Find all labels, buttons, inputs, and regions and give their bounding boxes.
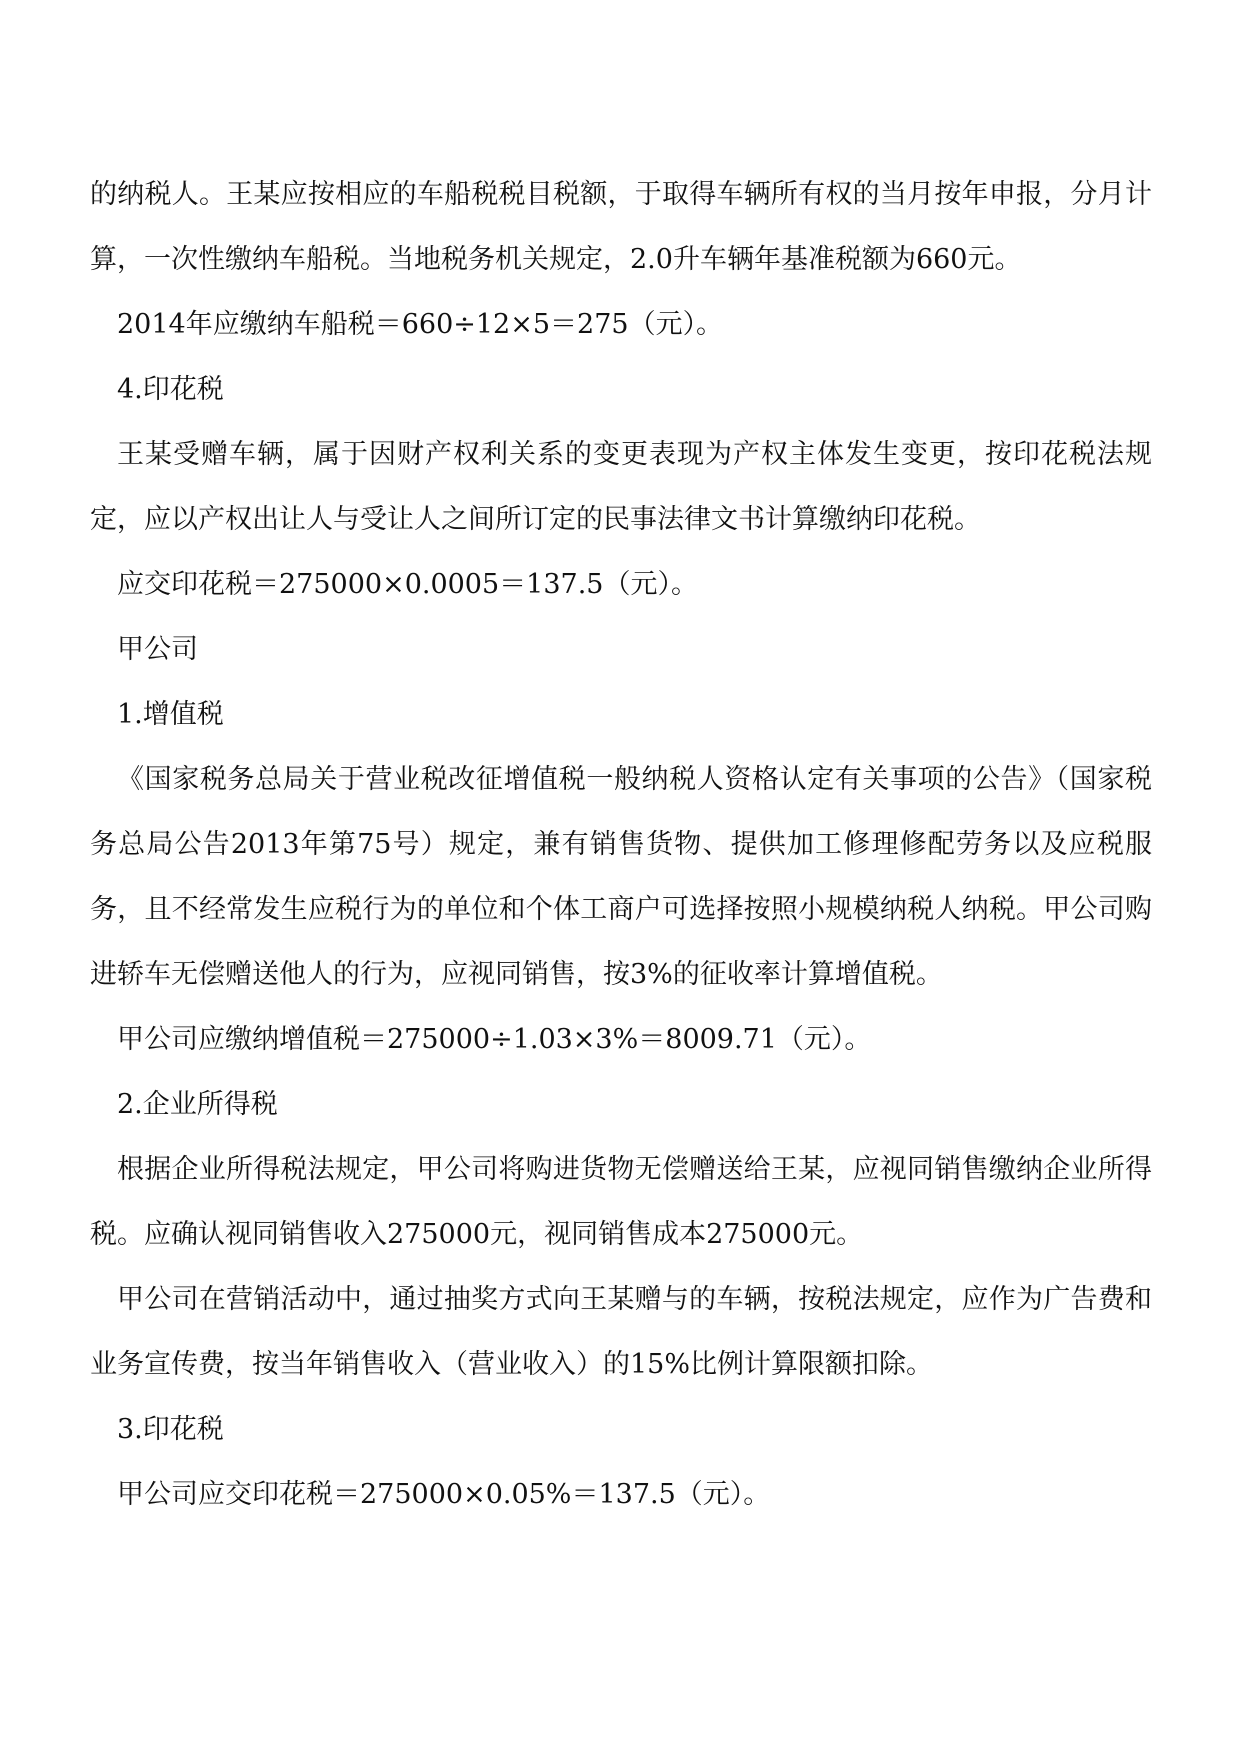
document-body bbox=[90, 162, 1152, 1527]
paragraph-vehicle-tax-calc: 2014年应缴纳车船税＝660÷12×5＝275（元）。 bbox=[117, 309, 724, 340]
heading-stamp-tax-3: 3.印花税 bbox=[117, 1414, 224, 1445]
paragraph-stamp-tax-calc: 应交印花税＝275000×0.0005＝137.5（元）。 bbox=[117, 569, 698, 600]
heading-company-a: 甲公司 bbox=[117, 634, 198, 665]
heading-vat: 1.增值税 bbox=[117, 699, 224, 730]
paragraph-vehicle-tax-intro: 的纳税人。王某应按相应的车船税税目税额，于取得车辆所有权的当月按年申报，分月计算，一次性缴纳车船税。当地税务机关规定，2.0升车辆年基准税额为660元。 bbox=[90, 179, 1152, 275]
paragraph-cit-rule: 根据企业所得税法规定，甲公司将购进货物无偿赠送给王某，应视同销售缴纳企业所得税。应确认视同销售收入275000元，视同销售成本275000元。 bbox=[90, 1154, 1152, 1250]
paragraph-company-stamp-tax-calc: 甲公司应交印花税＝275000×0.05%＝137.5（元）。 bbox=[117, 1479, 771, 1510]
paragraph-stamp-tax-rule: 王某受赠车辆，属于因财产权利关系的变更表现为产权主体发生变更，按印花税法规定，应以产权出让人与受让人之间所订定的民事法律文书计算缴纳印花税。 bbox=[90, 439, 1152, 535]
heading-corporate-income-tax: 2.企业所得税 bbox=[117, 1089, 278, 1120]
paragraph-cit-advertising: 甲公司在营销活动中，通过抽奖方式向王某赠与的车辆，按税法规定，应作为广告费和业务宣传费，按当年销售收入（营业收入）的15%比例计算限额扣除。 bbox=[90, 1284, 1152, 1380]
paragraph-vat-rule: 《国家税务总局关于营业税改征增值税一般纳税人资格认定有关事项的公告》（国家税务总局公告2013年第75号）规定，兼有销售货物、提供加工修理修配劳务以及应税服务，且不经常发生应税行为的单位和个体工商户可选择按照小规模纳税人纳税。甲公司购进轿车无偿赠送他人的行为，应视同销售，按3%的征收率计算增值税。 bbox=[90, 764, 1152, 990]
paragraph-vat-calc: 甲公司应缴纳增值税＝275000÷1.03×3%＝8009.71（元）。 bbox=[117, 1024, 872, 1055]
heading-stamp-tax-4: 4.印花税 bbox=[117, 374, 224, 405]
